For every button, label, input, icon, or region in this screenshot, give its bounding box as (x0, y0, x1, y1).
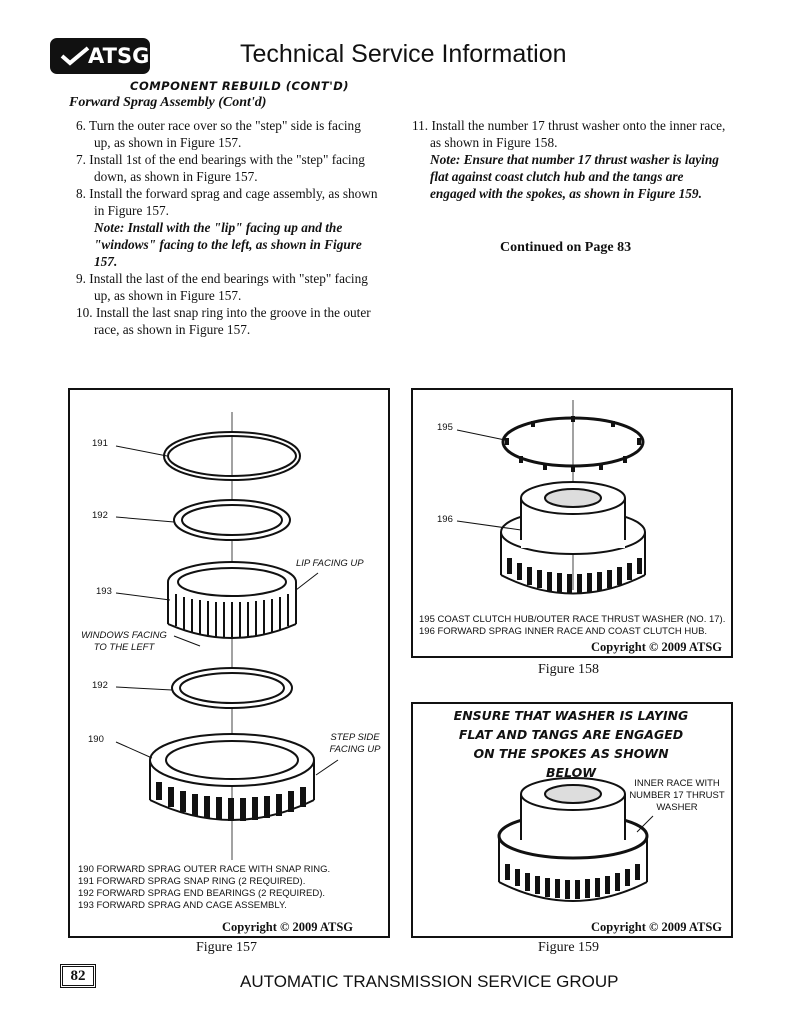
section-title: COMPONENT REBUILD (CONT'D) (130, 79, 350, 93)
subsection-title: Forward Sprag Assembly (Cont'd) (69, 95, 267, 110)
step-8: 8. Install the forward sprag and cage assembly, as shown in Figure 157. (76, 186, 378, 218)
continued-note: Continued on Page 83 (500, 240, 632, 255)
legend-193: 193 FORWARD SPRAG AND CAGE ASSEMBLY. (78, 900, 287, 911)
legend-195: 195 COAST CLUTCH HUB/OUTER RACE THRUST WASHER (NO. 17). (419, 614, 726, 625)
figure-158-caption: Figure 158 (538, 662, 600, 677)
callout-192-top: 192 (92, 510, 108, 521)
figure-157-legend (78, 864, 330, 912)
callout-190: 190 (88, 734, 104, 745)
callout-193: 193 (96, 586, 112, 597)
right-instructions (412, 117, 732, 202)
figure-158-legend (419, 614, 725, 638)
callout-192-bottom: 192 (92, 680, 108, 691)
page-title: Technical Service Information (240, 40, 567, 68)
step-9: 9. Install the last of the end bearings with "step" facing up, as shown in Figure 157. (76, 271, 368, 303)
callout-195: 195 (437, 422, 453, 433)
figure-159-copyright: Copyright © 2009 ATSG (591, 920, 722, 934)
figure-159-caption: Figure 159 (538, 940, 600, 955)
checkmark-icon (60, 46, 90, 66)
legend-192: 192 FORWARD SPRAG END BEARINGS (2 REQUIRED). (78, 888, 326, 899)
callout-196: 196 (437, 514, 453, 525)
legend-190: 190 FORWARD SPRAG OUTER RACE WITH SNAP RING. (78, 864, 331, 875)
step-11: 11. Install the number 17 thrust washer onto the inner race, as shown in Figure 158. (412, 118, 726, 150)
legend-191: 191 FORWARD SPRAG SNAP RING (2 REQUIRED). (78, 876, 306, 887)
step-8-note: Note: Install with the "lip" facing up and the "windows" facing to the left, as shown in Figure 157. (94, 220, 362, 269)
figure-157-box (68, 388, 390, 938)
left-instructions (60, 117, 380, 338)
footer-org: AUTOMATIC TRANSMISSION SERVICE GROUP (240, 972, 619, 991)
figure-159-heading: ENSURE THAT WASHER IS LAYING FLAT AND TANGS ARE ENGAGED ON THE SPOKES AS SHOWN BELOW (453, 708, 689, 780)
callout-step-side-facing-up: STEP SIDE FACING UP (329, 732, 381, 755)
callout-lip-facing-up: LIP FACING UP (296, 558, 364, 569)
callout-191: 191 (92, 438, 108, 449)
legend-196: 196 FORWARD SPRAG INNER RACE AND COAST CLUTCH HUB. (419, 626, 708, 637)
figure-157-caption: Figure 157 (196, 940, 258, 955)
atsg-logo (50, 38, 150, 74)
figure-157-copyright: Copyright © 2009 ATSG (222, 920, 353, 934)
step-10: 10. Install the last snap ring into the groove in the outer race, as shown in Figure 157. (76, 305, 371, 337)
step-7: 7. Install 1st of the end bearings with the "step" facing down, as shown in Figure 157. (76, 152, 365, 184)
callout-inner-race-washer: INNER RACE WITH NUMBER 17 THRUST WASHER (629, 778, 725, 813)
step-11-note: Note: Ensure that number 17 thrust washer is laying flat against coast clutch hub and the tangs are engaged with the spokes, as shown in Figure 159. (430, 152, 719, 201)
step-6: 6. Turn the outer race over so the "step" side is facing up, as shown in Figure 157. (76, 118, 361, 150)
logo-text: ATSG (88, 44, 150, 68)
callout-windows-facing-left: WINDOWS FACING TO THE LEFT (81, 630, 167, 653)
figure-158-copyright: Copyright © 2009 ATSG (591, 640, 722, 654)
figure-158-box (411, 388, 733, 658)
page-number: 82 (60, 964, 96, 988)
sprag-exploded-diagram (70, 390, 388, 936)
